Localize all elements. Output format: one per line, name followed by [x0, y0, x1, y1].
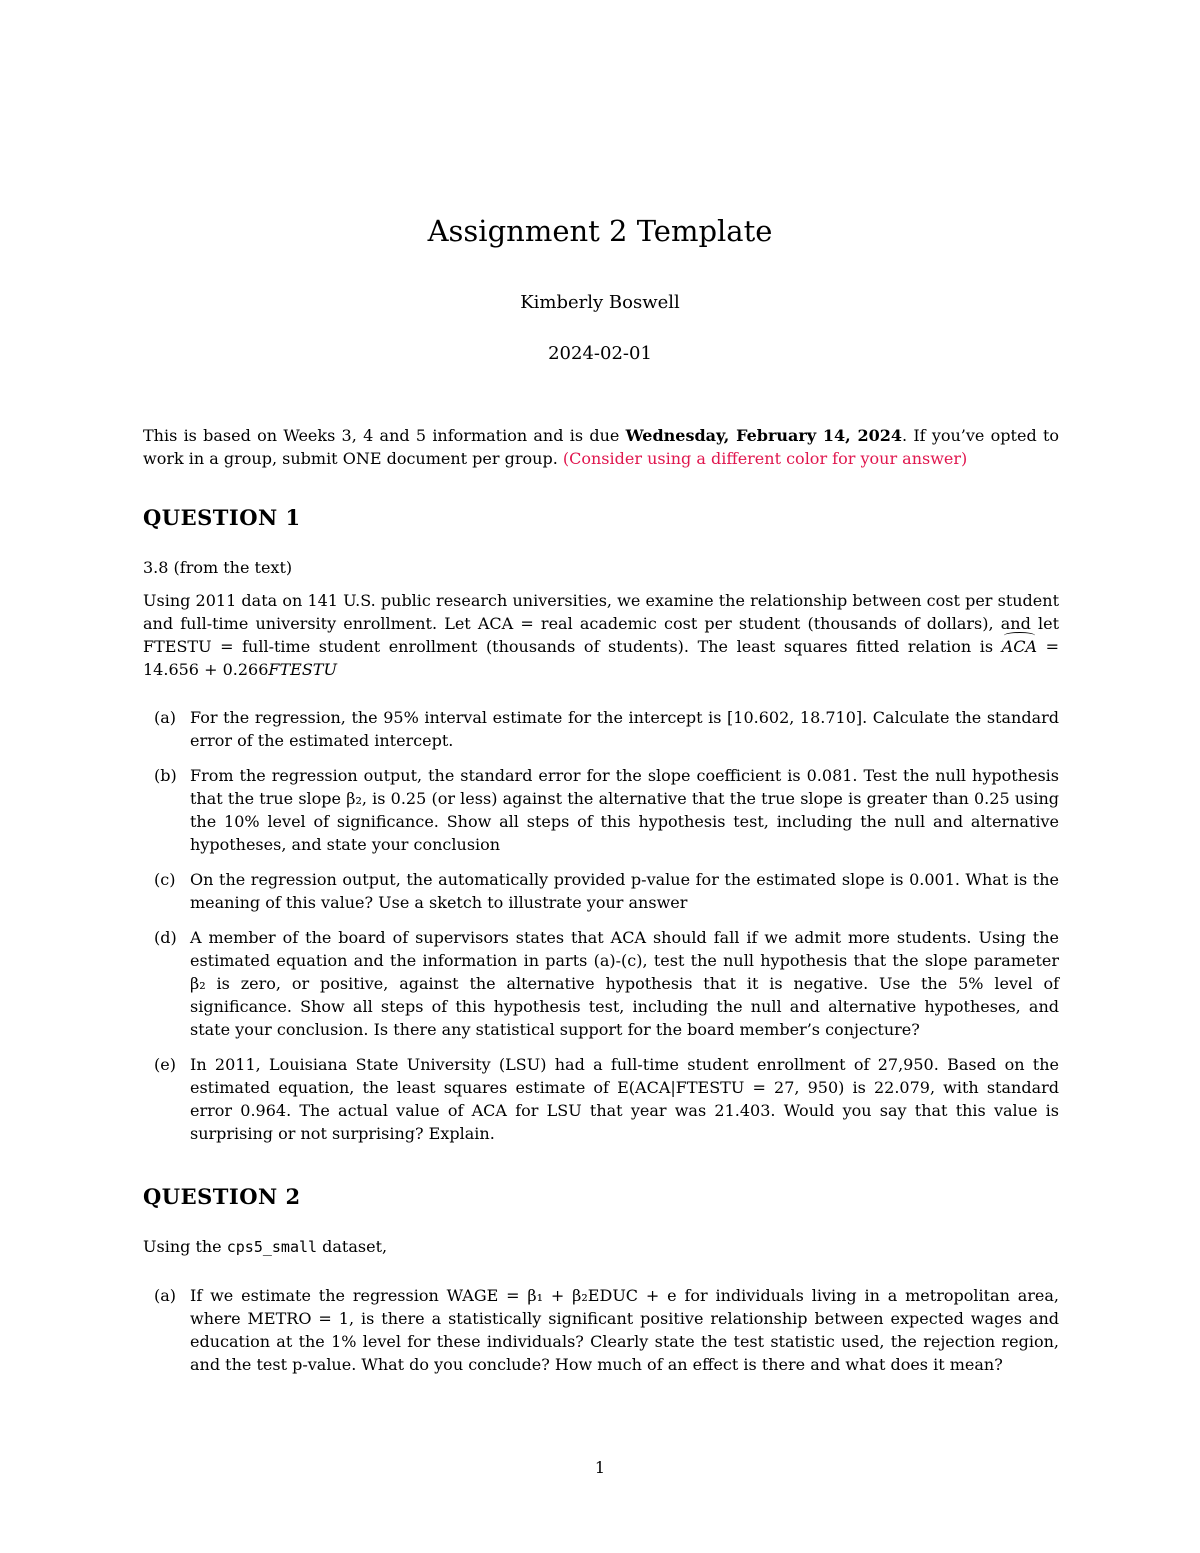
question-1-part-a [143, 706, 1059, 752]
aca-hat-symbol: ACA [1001, 637, 1038, 656]
document-author: Kimberly Boswell [520, 292, 680, 313]
question-1-paragraph [143, 589, 1059, 681]
document-body [143, 424, 1059, 1388]
document-title: Assignment 2 Template [427, 214, 773, 248]
question-1-part-b [143, 764, 1059, 856]
equation-rhs: = 14.656 + 0.266 [143, 637, 1059, 679]
intro-paragraph [143, 424, 1059, 470]
dataset-name: cps5_small [226, 1238, 318, 1256]
question-1-part-d [143, 926, 1059, 1041]
question-2-heading: QUESTION 2 [143, 1184, 301, 1209]
question-1-part-e [143, 1053, 1059, 1145]
question-1-part-c [143, 868, 1059, 914]
part-text: In 2011, Louisiana State University (LSU) had a full-time student enrollment of 27,950. Based on the estimated equation, the least squares estimate of E(ACA|FTESTU = 27, 950) is 22.079, with standard error 0.964. The actual value of ACA for LSU that year was 21.403. Would you say that this value is surprising or not surprising? Explain. [190, 1055, 1059, 1143]
part-text: From the regression output, the standard error for the slope coefficient is 0.081. Test the null hypothesis that the true slope β₂, is 0.25 (or less) against the alternative that the true slope is greater than 0.25 using the 10% level of significance. Show all steps of this hypothesis test, including the null and alternative hypotheses, and state your conclusion [190, 766, 1059, 854]
question-2-intro-1: Using the [143, 1237, 227, 1256]
part-label: (a) [154, 708, 177, 727]
part-label: (a) [154, 1286, 177, 1305]
part-label: (d) [154, 928, 177, 947]
answer-color-note: (Consider using a different color for your answer) [562, 449, 968, 468]
question-2-intro [143, 1235, 1059, 1259]
part-label: (c) [154, 870, 176, 889]
intro-text-2: . If you’ve opted to work in a group, submit ONE document per group. [143, 426, 1060, 468]
due-date: Wednesday, February 14, 2024 [625, 426, 902, 445]
question-1-source: 3.8 (from the text) [143, 558, 293, 577]
page-number: 1 [594, 1458, 606, 1477]
part-label: (b) [154, 766, 177, 785]
intro-text-1: This is based on Weeks 3, 4 and 5 information and is due [143, 426, 626, 445]
document-date: 2024-02-01 [548, 343, 652, 364]
question-2-part-a [143, 1284, 1059, 1376]
question-1-heading: QUESTION 1 [143, 505, 301, 530]
part-text: A member of the board of supervisors states that ACA should fall if we admit more students. Using the estimated equation and the information in parts (a)-(c), test the null hypothesis that the slope parameter β₂ is zero, or positive, against the alternative hypothesis that it is negative. Use the 5% level of significance. Show all steps of this hypothesis test, including the null and alternative hypotheses, and state your conclusion. Is there any statistical support for the board member’s conjecture? [190, 928, 1059, 1039]
equation-variable: FTESTU [268, 660, 337, 679]
part-text: On the regression output, the automatically provided p-value for the estimated slope is 0.001. What is the meaning of this value? Use a sketch to illustrate your answer [190, 870, 1059, 912]
part-label: (e) [154, 1055, 176, 1074]
question-1-parts [143, 706, 1059, 1145]
part-text: For the regression, the 95% interval estimate for the intercept is [10.602, 18.710]. Calculate the standard error of the estimated intercept. [190, 708, 1059, 750]
part-text: If we estimate the regression WAGE = β₁ + β₂EDUC + e for individuals living in a metropolitan area, where METRO = 1, is there a statistically significant positive relationship between expected wages and education at the 1% level for these individuals? Clearly state the test statistic used, the rejection region, and the test p-value. What do you conclude? How much of an effect is there and what does it mean? [190, 1286, 1059, 1374]
question-2-intro-2: dataset, [317, 1237, 388, 1256]
question-2-parts [143, 1284, 1059, 1376]
question-1-text: Using 2011 data on 141 U.S. public research universities, we examine the relationship between cost per student and full-time university enrollment. Let ACA = real academic cost per student (thousands of dollars), and let FTESTU = full-time student enrollment (thousands of students). The least squares fitted relation is [143, 591, 1059, 656]
